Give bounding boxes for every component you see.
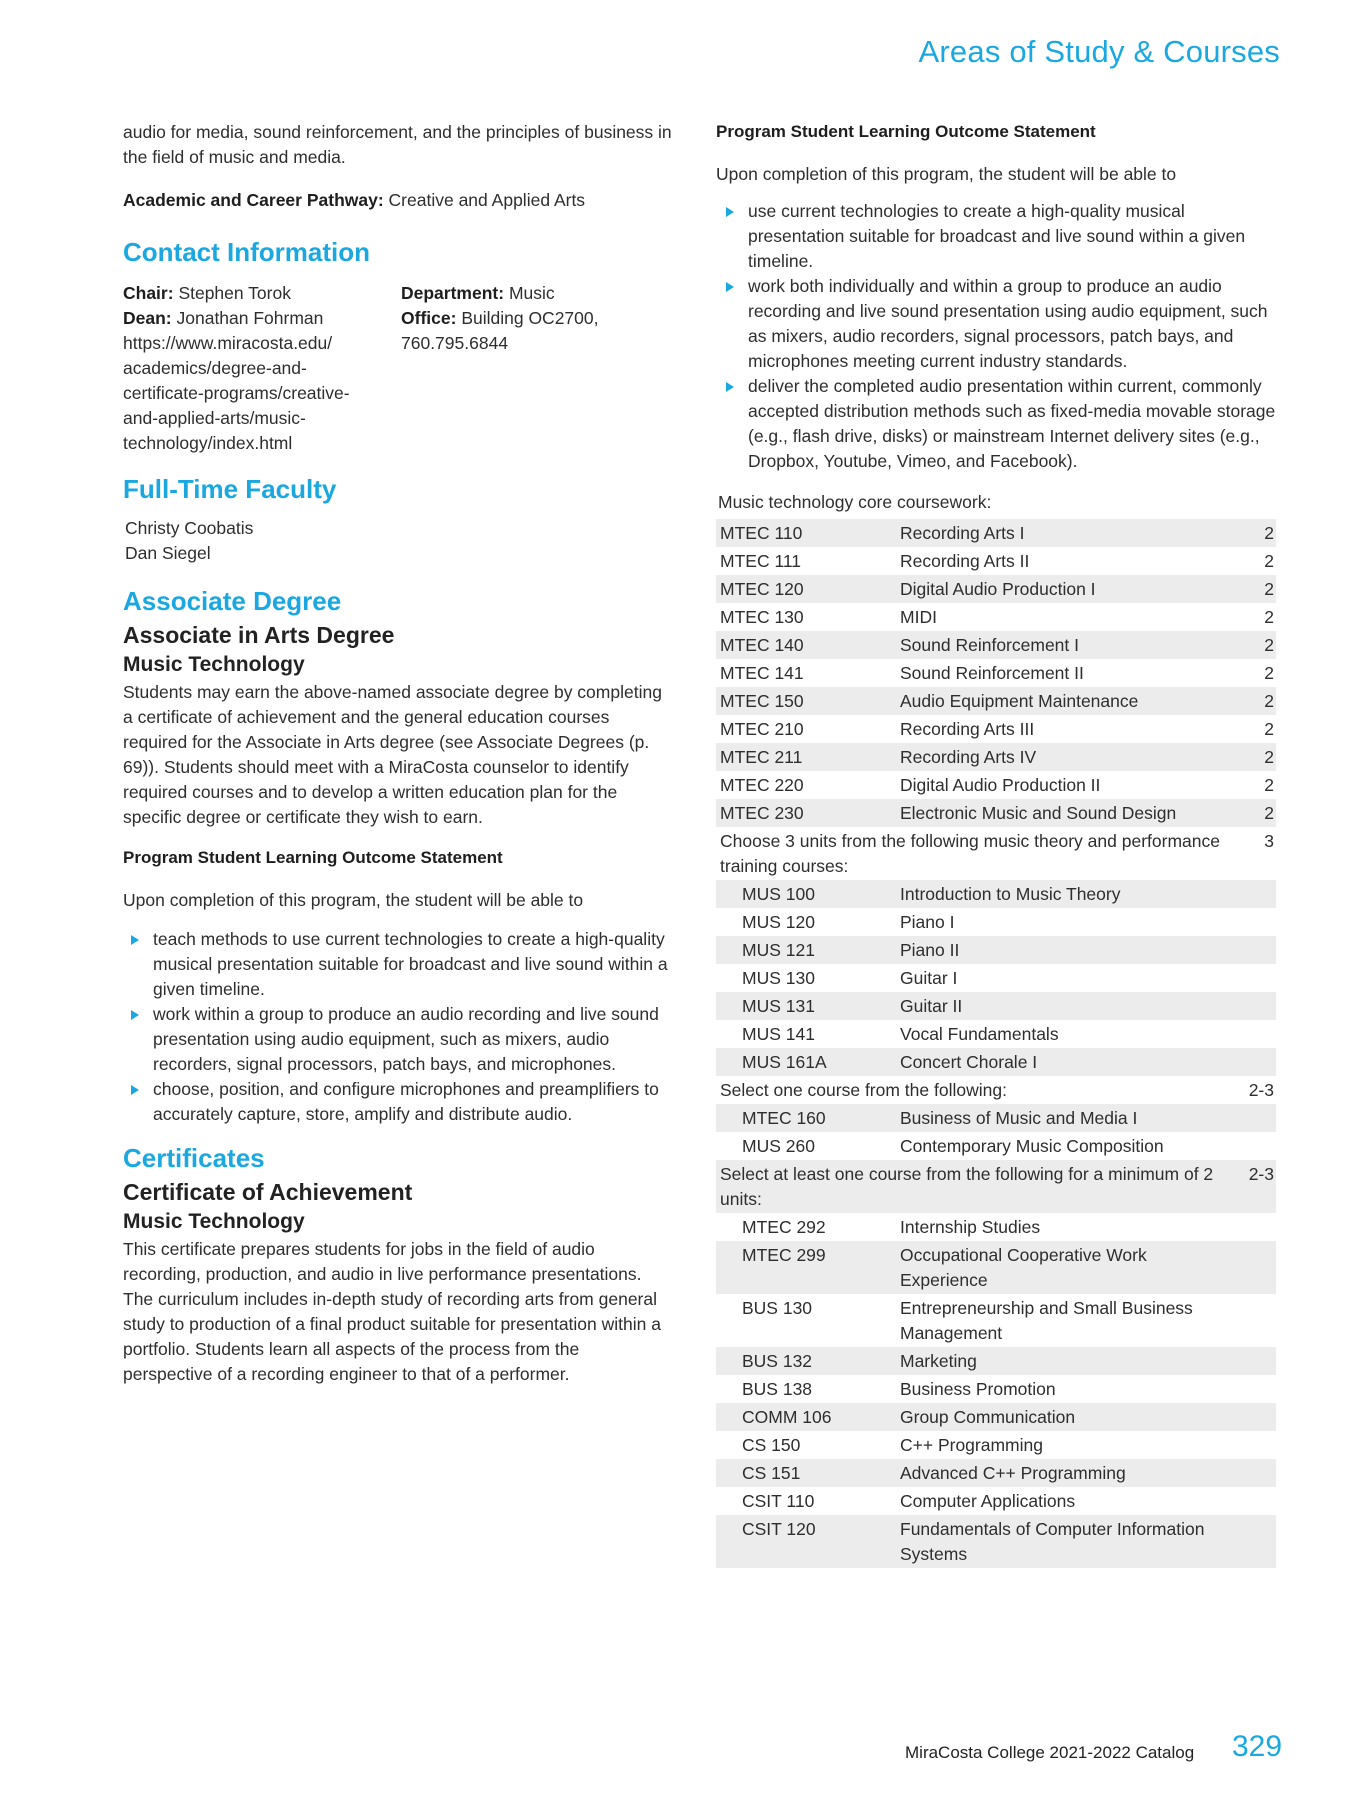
triangle-bullet-icon — [131, 935, 139, 945]
table-row: MTEC 130 MIDI 2 — [720, 607, 1274, 627]
table-row: MUS 121 Piano II — [716, 936, 1276, 964]
pathway-label: Academic and Career Pathway: — [123, 190, 384, 210]
certificates-heading: Certificates — [123, 1143, 265, 1173]
table-row: MUS 260 Contemporary Music Composition — [742, 1136, 1164, 1156]
table-row: MUS 161A Concert Chorale I — [716, 1048, 1276, 1076]
triangle-bullet-icon — [131, 1085, 139, 1095]
faculty-name: Christy Coobatis — [125, 518, 254, 538]
department-value: Music — [508, 283, 555, 303]
table-row: MUS 130 Guitar I — [742, 968, 958, 988]
table-row: CS 150 C++ Programming — [742, 1435, 1043, 1455]
slo-intro: Upon completion of this program, the student will be able to — [123, 890, 584, 910]
group-header-row: Select one course from the following: 2-3 — [720, 1080, 1274, 1100]
course-table — [716, 519, 1276, 1568]
table-row: MTEC 220 Digital Audio Production II 2 — [720, 775, 1274, 795]
pathway-value: Creative and Applied Arts — [388, 190, 586, 210]
triangle-bullet-icon — [726, 282, 734, 292]
table-row: CS 151 Advanced C++ Programming — [716, 1459, 1276, 1487]
triangle-bullet-icon — [726, 207, 734, 217]
department-label: Department: — [401, 283, 505, 303]
slo-heading: Program Student Learning Outcome Statement — [716, 122, 1096, 141]
table-row: BUS 138 Business Promotion — [742, 1379, 1056, 1399]
slo-intro: Upon completion of this program, the student will be able to — [716, 164, 1177, 184]
table-row: BUS 130 Entrepreneurship and Small Business Management — [742, 1298, 1193, 1343]
slo-list — [123, 927, 673, 1127]
slo-item: deliver the completed audio presentation within current, commonly accepted distribution methods such as fixed-media movable storage (e.g., flash drive, disks) or mainstream Internet delivery sites (e.g., Dropbox, Youtube, Vimeo, and Facebook). — [748, 374, 1276, 474]
table-row: MTEC 150 Audio Equipment Maintenance 2 — [716, 687, 1276, 715]
slo-item: use current technologies to create a high-quality musical presentation suitable for broadcast and live sound within a given timeline. — [748, 199, 1276, 274]
table-row: CSIT 110 Computer Applications — [742, 1491, 1076, 1511]
contact-info — [123, 281, 673, 456]
office-label: Office: — [401, 308, 457, 328]
associate-heading: Associate Degree — [123, 586, 342, 616]
faculty-heading: Full-Time Faculty — [123, 474, 337, 504]
table-row: MTEC 210 Recording Arts III 2 — [720, 719, 1274, 739]
right-column — [716, 120, 1276, 1568]
table-row: MTEC 120 Digital Audio Production I 2 — [716, 575, 1276, 603]
table-row: MTEC 230 Electronic Music and Sound Design 2 — [716, 799, 1276, 827]
table-row: MTEC 110 Recording Arts I 2 — [716, 519, 1276, 547]
table-row: MUS 141 Vocal Fundamentals — [742, 1024, 1059, 1044]
degree-title: Associate in Arts Degree — [123, 622, 395, 648]
degree-description: Students may earn the above-named associate degree by completing a certificate of achievement and the general education courses required for the Associate in Arts degree (see Associate Degrees (p. 69)). Students should meet with a MiraCosta counselor to identify required courses and to develop a written education plan for the specific degree or certificate they wish to earn. — [123, 682, 662, 827]
dean — [123, 306, 401, 331]
cert-title: Certificate of Achievement — [123, 1179, 413, 1205]
table-row: MTEC 111 Recording Arts II 2 — [720, 551, 1274, 571]
dean-value: Jonathan Fohrman — [176, 308, 324, 328]
table-row: MTEC 292 Internship Studies — [742, 1217, 1041, 1237]
department — [401, 281, 673, 306]
faculty-name: Dan Siegel — [125, 543, 211, 563]
slo-item: work both individually and within a group to produce an audio recording and live sound presentation using audio equipment, such as mixers, audio recorders, signal processors, patch bays, and microphones meeting current industry standards. — [748, 274, 1276, 374]
running-head: Areas of Study & Courses — [918, 34, 1280, 69]
table-row: COMM 106 Group Communication — [716, 1403, 1276, 1431]
table-row: MTEC 160 Business of Music and Media I — [716, 1104, 1276, 1132]
table-row: MUS 120 Piano I — [742, 912, 955, 932]
table-row: MTEC 140 Sound Reinforcement I 2 — [716, 631, 1276, 659]
table-row: MUS 100 Introduction to Music Theory — [716, 880, 1276, 908]
triangle-bullet-icon — [131, 1010, 139, 1020]
office — [401, 306, 673, 331]
table-row: CSIT 120 Fundamentals of Computer Information Systems — [716, 1515, 1276, 1568]
chair-value: Stephen Torok — [178, 283, 291, 303]
dean-label: Dean: — [123, 308, 172, 328]
program-url[interactable] — [123, 331, 401, 456]
contact-heading: Contact Information — [123, 237, 370, 267]
core-label: Music technology core coursework: — [718, 492, 992, 512]
degree-program: Music Technology — [123, 653, 305, 676]
group-header-row: Choose 3 units from the following music theory and performance training courses: 3 — [720, 831, 1274, 876]
url-line[interactable]: https://www.miracosta.edu/ — [123, 333, 333, 353]
table-row: MTEC 211 Recording Arts IV 2 — [716, 743, 1276, 771]
table-row: MTEC 141 Sound Reinforcement II 2 — [720, 663, 1274, 683]
footer-catalog: MiraCosta College 2021-2022 Catalog — [905, 1743, 1195, 1762]
table-row: BUS 132 Marketing — [716, 1347, 1276, 1375]
intro-text: audio for media, sound reinforcement, and the principles of business in the field of music and media. — [123, 122, 672, 167]
office-value: Building OC2700, — [461, 308, 599, 328]
url-line[interactable]: technology/index.html — [123, 433, 293, 453]
phone: 760.795.6844 — [401, 333, 509, 353]
slo-heading: Program Student Learning Outcome Statement — [123, 848, 503, 867]
table-row: MUS 131 Guitar II — [716, 992, 1276, 1020]
url-line[interactable]: and-applied-arts/music- — [123, 408, 306, 428]
slo-list — [716, 199, 1276, 474]
chair-label: Chair: — [123, 283, 174, 303]
url-line[interactable]: certificate-programs/creative- — [123, 383, 350, 403]
slo-item: choose, position, and configure microphones and preamplifiers to accurately capture, store, amplify and distribute audio. — [153, 1077, 673, 1127]
faculty-list — [123, 516, 673, 566]
chair — [123, 281, 401, 306]
left-column — [123, 120, 673, 1387]
page-number: 329 — [1232, 1730, 1283, 1763]
url-line[interactable]: academics/degree-and- — [123, 358, 307, 378]
cert-program: Music Technology — [123, 1210, 305, 1233]
table-row: MTEC 299 Occupational Cooperative Work Experience — [716, 1241, 1276, 1294]
cert-description: This certificate prepares students for jobs in the field of audio recording, production, and audio in live performance presentations. The curriculum includes in-depth study of recording arts from general study to production of a final product suitable for presentation within a portfolio. Students learn all aspects of the process from the perspective of a recording engineer to that of a performer. — [123, 1239, 661, 1384]
triangle-bullet-icon — [726, 382, 734, 392]
group-header-row: Select at least one course from the following for a minimum of 2 units: 2-3 — [716, 1160, 1276, 1213]
slo-item: work within a group to produce an audio recording and live sound presentation using audio equipment, such as mixers, audio recorders, signal processors, patch bays, and microphones. — [153, 1002, 673, 1077]
pathway — [123, 188, 673, 213]
slo-item: teach methods to use current technologies to create a high-quality musical presentation suitable for broadcast and live sound within a given timeline. — [153, 927, 673, 1002]
